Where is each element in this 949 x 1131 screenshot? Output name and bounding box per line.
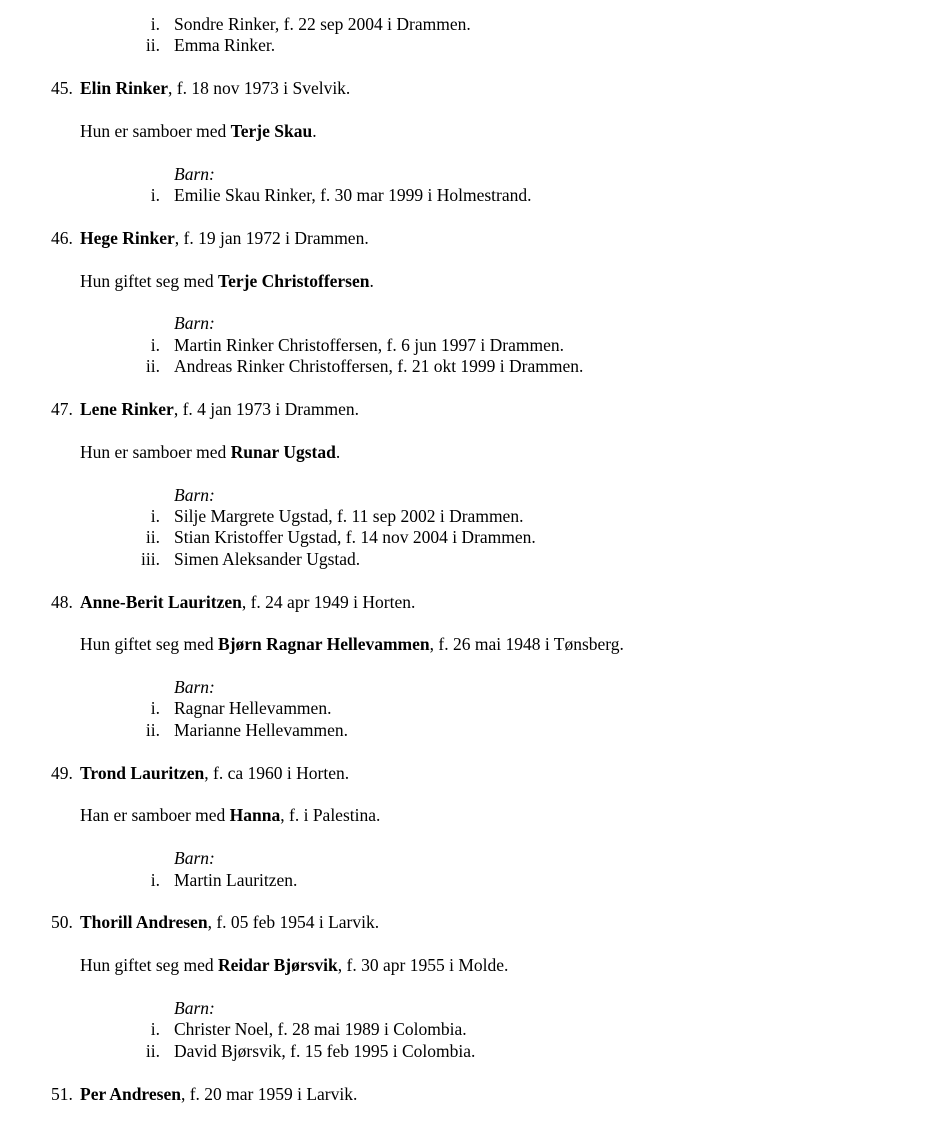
entry-heading [80,399,359,420]
child-numeral: i. [150,1019,160,1039]
entry-number: 45. [51,78,73,98]
entry-heading [80,912,379,933]
spouse-name: Hanna [229,805,281,825]
spouse-line [80,805,380,826]
child-text: Martin Lauritzen. [174,870,298,890]
child-numeral: i. [150,506,160,526]
child-numeral: i. [150,335,160,355]
child-numeral: i. [150,14,160,34]
spouse-prefix: Hun giftet seg med [80,634,219,654]
children-label: Barn: [174,164,215,184]
child-text: Emma Rinker. [174,35,276,55]
child-numeral: i. [150,698,160,718]
child-numeral: i. [150,870,160,890]
person-details: , f. 05 feb 1954 i Larvik. [207,912,380,932]
spouse-name: Terje Skau [230,121,313,141]
entry-number: 48. [51,592,73,612]
child-numeral: ii. [145,356,160,376]
entry-heading [80,592,415,613]
child-text: Sondre Rinker, f. 22 sep 2004 i Drammen. [174,14,471,34]
spouse-prefix: Hun er samboer med [80,121,231,141]
children-label: Barn: [174,998,215,1018]
child-numeral: ii. [145,35,160,55]
children-label: Barn: [174,313,215,333]
entry-number: 46. [51,228,73,248]
child-text: Andreas Rinker Christoffersen, f. 21 okt 1999 i Drammen. [174,356,584,376]
entry-number: 47. [51,399,73,419]
person-name: Elin Rinker [80,78,169,98]
entry-heading [80,763,349,784]
spouse-name: Terje Christoffersen [218,271,370,291]
children-label: Barn: [174,485,215,505]
spouse-suffix: , f. 26 mai 1948 i Tønsberg. [429,634,624,654]
entry-number: 50. [51,912,73,932]
person-details: , f. 19 jan 1972 i Drammen. [174,228,369,248]
spouse-line [80,634,624,655]
spouse-prefix: Hun giftet seg med [80,271,219,291]
spouse-suffix: . [312,121,317,141]
spouse-line [80,442,340,463]
spouse-line [80,955,508,976]
entry-number: 51. [51,1084,73,1104]
entry-heading [80,78,350,99]
spouse-suffix: . [369,271,374,291]
spouse-line [80,121,317,142]
spouse-name: Bjørn Ragnar Hellevammen [218,634,430,654]
person-details: , f. 24 apr 1949 i Horten. [241,592,416,612]
children-label: Barn: [174,677,215,697]
entry-heading [80,1084,357,1105]
person-details: , f. ca 1960 i Horten. [204,763,350,783]
spouse-line [80,271,374,292]
child-text: Stian Kristoffer Ugstad, f. 14 nov 2004 i Drammen. [174,527,536,547]
child-text: Christer Noel, f. 28 mai 1989 i Colombia. [174,1019,467,1039]
child-text: Marianne Hellevammen. [174,720,348,740]
entry-number: 49. [51,763,73,783]
person-name: Lene Rinker [80,399,174,419]
child-text: Martin Rinker Christoffersen, f. 6 jun 1997 i Drammen. [174,335,564,355]
child-numeral: i. [150,185,160,205]
child-text: Simen Aleksander Ugstad. [174,549,361,569]
child-text: Ragnar Hellevammen. [174,698,332,718]
person-details: , f. 18 nov 1973 i Svelvik. [168,78,351,98]
spouse-name: Reidar Bjørsvik [218,955,338,975]
person-details: , f. 20 mar 1959 i Larvik. [180,1084,358,1104]
person-name: Thorill Andresen [80,912,208,932]
spouse-suffix: . [335,442,341,462]
person-name: Hege Rinker [80,228,175,248]
spouse-prefix: Hun giftet seg med [80,955,219,975]
spouse-suffix: , f. i Palestina. [280,805,381,825]
person-name: Trond Lauritzen [80,763,205,783]
person-name: Anne-Berit Lauritzen [80,592,242,612]
children-label: Barn: [174,848,215,868]
child-text: David Bjørsvik, f. 15 feb 1995 i Colombia. [174,1041,476,1061]
spouse-prefix: Han er samboer med [80,805,230,825]
child-text: Emilie Skau Rinker, f. 30 mar 1999 i Holmestrand. [174,185,532,205]
spouse-prefix: Hun er samboer med [80,442,231,462]
person-details: , f. 4 jan 1973 i Drammen. [173,399,359,419]
child-numeral: iii. [141,549,160,569]
spouse-suffix: , f. 30 apr 1955 i Molde. [337,955,509,975]
entry-heading [80,228,369,249]
child-numeral: ii. [145,527,160,547]
child-text: Silje Margrete Ugstad, f. 11 sep 2002 i Drammen. [174,506,524,526]
child-numeral: ii. [145,720,160,740]
child-numeral: ii. [145,1041,160,1061]
person-name: Per Andresen [80,1084,181,1104]
spouse-name: Runar Ugstad [230,442,336,462]
